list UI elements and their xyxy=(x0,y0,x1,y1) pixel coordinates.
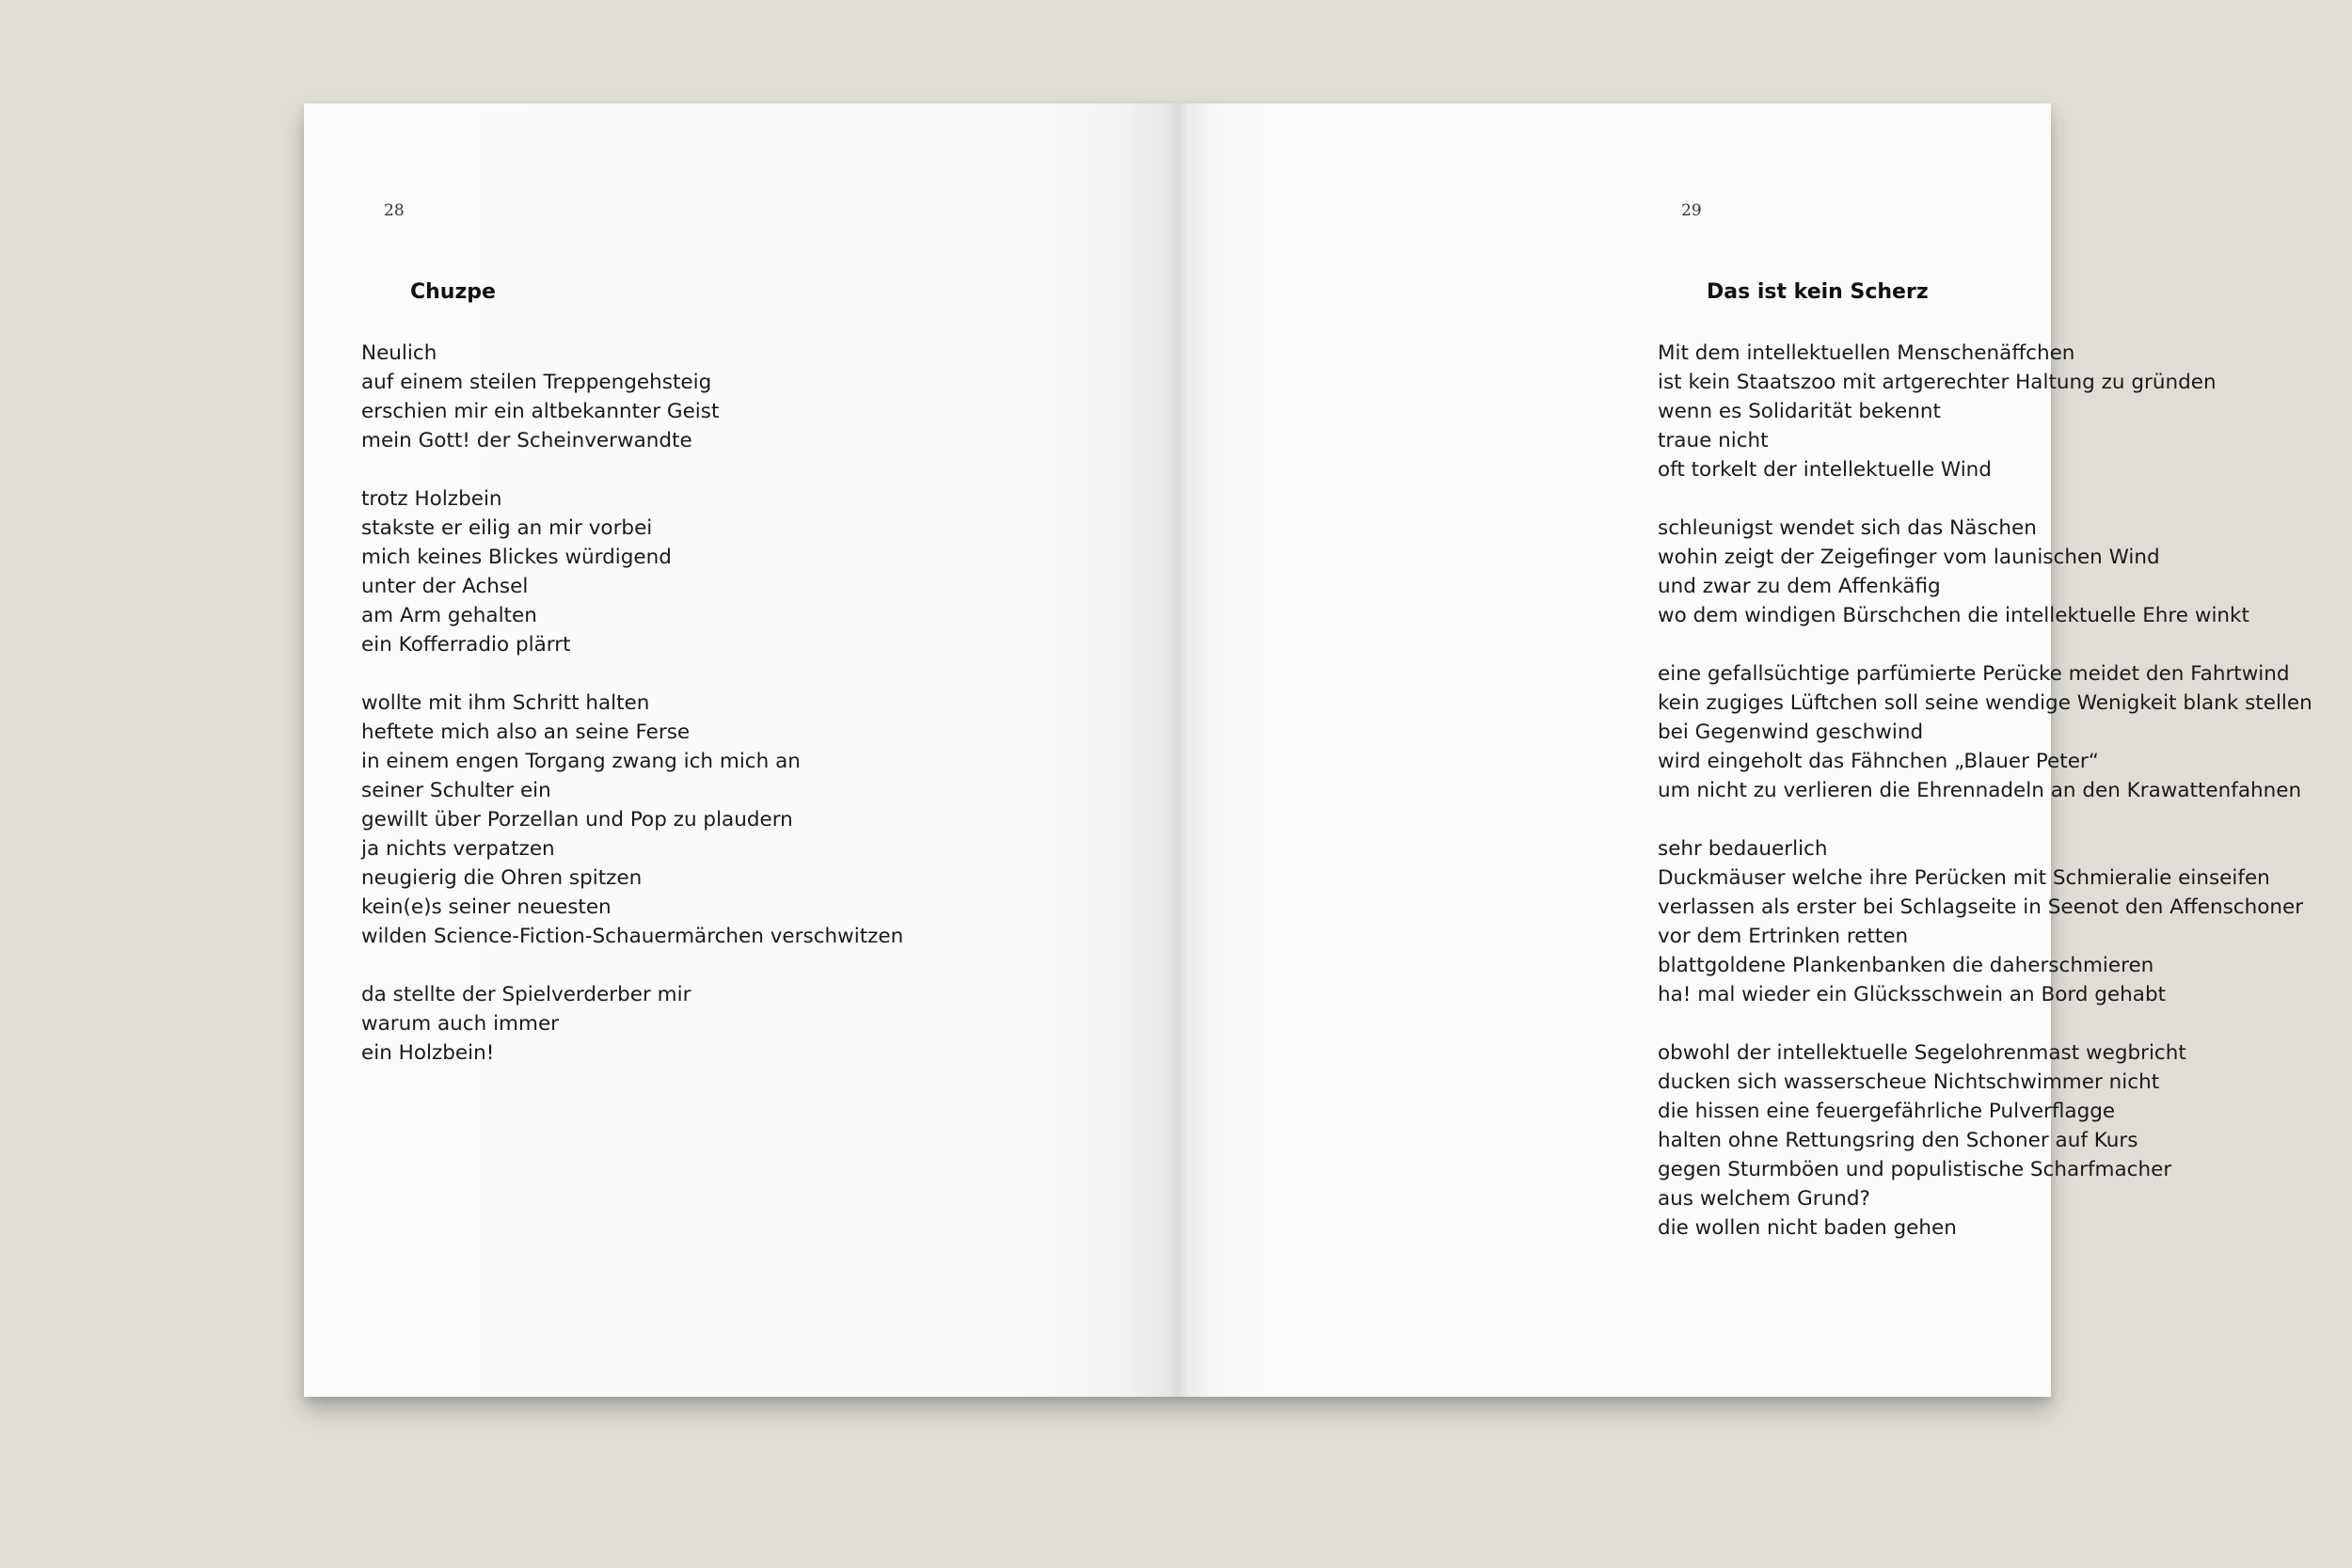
poem-title-left: Chuzpe xyxy=(410,280,496,304)
poem-line: die hissen eine feuergefährliche Pulverflagge xyxy=(1658,1100,2116,1123)
poem-line: wenn es Solidarität bekennt xyxy=(1658,400,1941,423)
poem-line: wilden Science-Fiction-Schauermärchen verschwitzen xyxy=(361,925,904,948)
poem-line: wohin zeigt der Zeigefinger vom launischen Wind xyxy=(1658,546,2160,569)
poem-line: um nicht zu verlieren die Ehrennadeln an den Krawattenfahnen xyxy=(1658,779,2302,802)
poem-line: und zwar zu dem Affenkäfig xyxy=(1658,575,1941,598)
poem-line: obwohl der intellektuelle Segelohrenmast wegbricht xyxy=(1658,1041,2186,1065)
poem-line: auf einem steilen Treppengehsteig xyxy=(361,371,712,394)
poem-title-right: Das ist kein Scherz xyxy=(1707,280,1929,304)
poem-line: warum auch immer xyxy=(361,1012,560,1036)
poem-line: schleunigst wendet sich das Näschen xyxy=(1658,516,2037,540)
poem-line: am Arm gehalten xyxy=(361,604,537,627)
poem-line: oft torkelt der intellektuelle Wind xyxy=(1658,458,1992,482)
poem-line: kein(e)s seiner neuesten xyxy=(361,895,612,919)
stanza xyxy=(1658,339,2312,484)
poem-line: unter der Achsel xyxy=(361,575,529,598)
poem-body-left xyxy=(361,339,903,1097)
stanza xyxy=(361,980,903,1068)
poem-line: ha! mal wieder ein Glücksschwein an Bord gehabt xyxy=(1658,983,2167,1006)
poem-line: ein Holzbein! xyxy=(361,1041,495,1065)
poem-line: mich keines Blickes würdigend xyxy=(361,546,672,569)
stanza xyxy=(1658,834,2312,1009)
poem-line: Mit dem intellektuellen Menschenäffchen xyxy=(1658,341,2075,365)
stanza xyxy=(361,484,903,659)
stanza xyxy=(361,689,903,951)
poem-line: ja nichts verpatzen xyxy=(361,837,555,861)
poem-line: bei Gegenwind geschwind xyxy=(1658,721,1924,744)
poem-line: kein zugiges Lüftchen soll seine wendige Wenigkeit blank stellen xyxy=(1658,691,2312,715)
poem-line: vor dem Ertrinken retten xyxy=(1658,925,1909,948)
poem-line: wird eingeholt das Fähnchen „Blauer Peter“ xyxy=(1658,750,2099,773)
poem-line: gegen Sturmböen und populistische Scharfmacher xyxy=(1658,1158,2172,1181)
poem-line: die wollen nicht baden gehen xyxy=(1658,1216,1957,1240)
poem-line: ein Kofferradio plärrt xyxy=(361,633,571,657)
poem-line: seiner Schulter ein xyxy=(361,779,551,802)
poem-line: eine gefallsüchtige parfümierte Perücke meidet den Fahrtwind xyxy=(1658,662,2290,686)
poem-line: halten ohne Rettungsring den Schoner auf Kurs xyxy=(1658,1129,2138,1152)
poem-line: aus welchem Grund? xyxy=(1658,1187,1870,1211)
poem-line: stakste er eilig an mir vorbei xyxy=(361,516,653,540)
page-number-left: 28 xyxy=(384,201,405,220)
poem-line: wo dem windigen Bürschchen die intellektuelle Ehre winkt xyxy=(1658,604,2249,627)
poem-line: Duckmäuser welche ihre Perücken mit Schmieralie einseifen xyxy=(1658,866,2270,890)
poem-line: neugierig die Ohren spitzen xyxy=(361,866,643,890)
poem-line: wollte mit ihm Schritt halten xyxy=(361,691,650,715)
poem-line: trotz Holzbein xyxy=(361,487,502,511)
poem-line: in einem engen Torgang zwang ich mich an xyxy=(361,750,801,773)
stanza xyxy=(361,339,903,455)
poem-body-right xyxy=(1658,339,2312,1272)
right-page xyxy=(1177,103,2312,1397)
stanza xyxy=(1658,659,2312,805)
poem-line: traue nicht xyxy=(1658,429,1769,452)
poem-line: erschien mir ein altbekannter Geist xyxy=(361,400,720,423)
stanza xyxy=(1658,1038,2312,1243)
poem-line: ist kein Staatszoo mit artgerechter Haltung zu gründen xyxy=(1658,371,2217,394)
poem-line: gewillt über Porzellan und Pop zu plaudern xyxy=(361,808,793,832)
left-page xyxy=(304,103,1177,1397)
stanza xyxy=(1658,514,2312,630)
poem-line: heftete mich also an seine Ferse xyxy=(361,721,691,744)
page-number-right: 29 xyxy=(1681,201,1702,220)
poem-line: verlassen als erster bei Schlagseite in Seenot den Affenschoner xyxy=(1658,895,2304,919)
poem-line: blattgoldene Plankenbanken die daherschmieren xyxy=(1658,954,2154,977)
open-book xyxy=(304,103,2312,1397)
poem-line: mein Gott! der Scheinverwandte xyxy=(361,429,692,452)
poem-line: sehr bedauerlich xyxy=(1658,837,1828,861)
poem-line: Neulich xyxy=(361,341,437,365)
poem-line: da stellte der Spielverderber mir xyxy=(361,983,691,1006)
poem-line: ducken sich wasserscheue Nichtschwimmer nicht xyxy=(1658,1070,2160,1094)
